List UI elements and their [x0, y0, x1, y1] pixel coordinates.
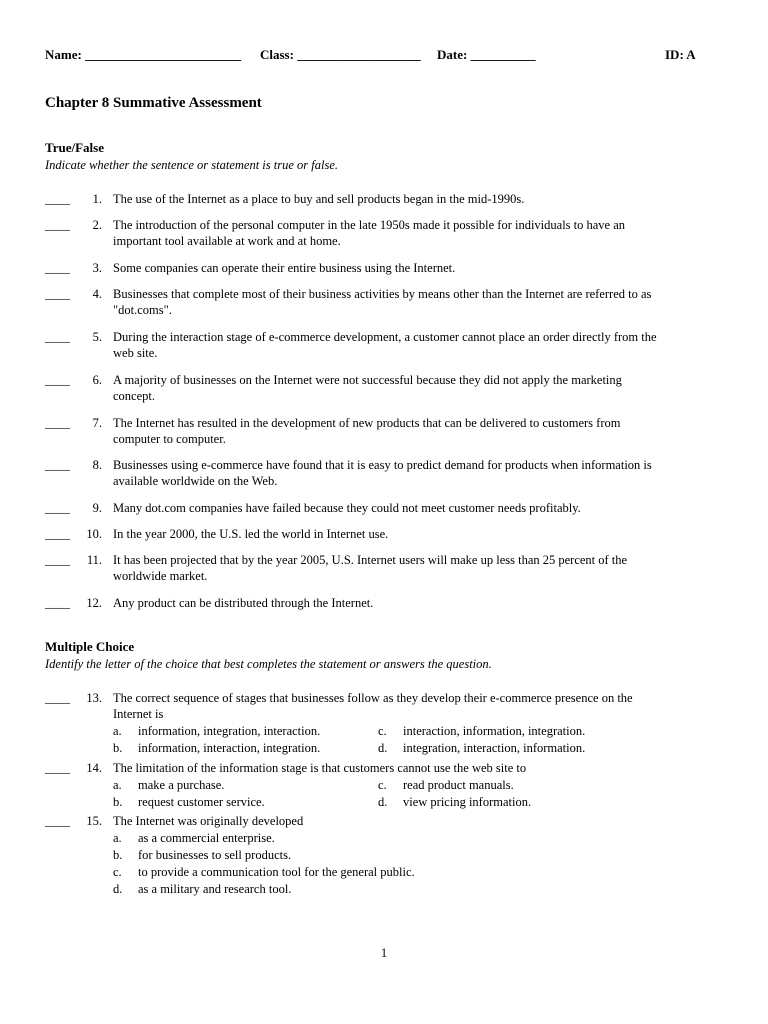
multiple-choice-heading: Multiple Choice: [45, 639, 135, 654]
question-text: [113, 372, 719, 404]
question-text-line: It has been projected that by the year 2005, U.S. Internet users will make up less than 25 percent of the: [113, 553, 628, 567]
question-text: [113, 595, 719, 611]
question-number: 5.: [92, 330, 102, 344]
answer-blank[interactable]: ____: [45, 553, 70, 567]
question-text: [113, 260, 719, 276]
true-false-heading: True/False: [45, 140, 104, 155]
date-field-label: Date: __________: [437, 47, 536, 62]
question-text-line: web site.: [113, 346, 158, 360]
answer-blank[interactable]: ____: [45, 416, 70, 430]
question-number: 10.: [86, 527, 102, 541]
option-text: information, integration, interaction.: [138, 724, 321, 738]
question-text-line: The correct sequence of stages that businesses follow as they develop their e-commerce presence on the: [113, 691, 633, 705]
answer-blank[interactable]: ____: [45, 501, 70, 515]
question-number: 11.: [86, 553, 102, 567]
question-text: [113, 690, 719, 722]
option-text: for businesses to sell products.: [138, 848, 292, 862]
option-text: to provide a communication tool for the general public.: [138, 865, 415, 879]
option-text: make a purchase.: [138, 778, 225, 792]
question-text-line: The limitation of the information stage is that customers cannot use the web site to: [113, 761, 527, 775]
header-line: [45, 47, 725, 65]
question-text-line: A majority of businesses on the Internet were not successful because they did not apply the marketing: [113, 373, 622, 387]
page-number: 1: [380, 946, 388, 960]
option-letter: d.: [378, 741, 388, 755]
page-title: Chapter 8 Summative Assessment: [45, 95, 262, 111]
question-number: 8.: [92, 458, 102, 472]
question-number: 14.: [86, 761, 102, 775]
question-text-line: Many dot.com companies have failed because they could not meet customer needs profitably.: [113, 501, 581, 515]
question-text: [113, 526, 719, 542]
option-letter: d.: [378, 795, 388, 809]
question-text: [113, 286, 719, 318]
answer-blank[interactable]: ____: [45, 458, 70, 472]
question-text-line: During the interaction stage of e-commerce development, a customer cannot place an order directly from the: [113, 330, 657, 344]
answer-blank[interactable]: ____: [45, 761, 70, 775]
answer-blank[interactable]: ____: [45, 814, 70, 828]
answer-blank[interactable]: ____: [45, 691, 70, 705]
question-number: 15.: [86, 814, 102, 828]
option-letter: a.: [113, 778, 122, 792]
question-text-line: Some companies can operate their entire business using the Internet.: [113, 261, 456, 275]
id-label: ID: A: [665, 47, 696, 62]
question-text: [113, 415, 719, 447]
question-text-line: "dot.coms".: [113, 303, 172, 317]
question-number: 13.: [86, 691, 102, 705]
question-text: [113, 552, 719, 584]
question-number: 2.: [92, 218, 102, 232]
question-text-line: concept.: [113, 389, 155, 403]
question-text-line: available worldwide on the Web.: [113, 474, 278, 488]
class-field-label: Class: ___________________: [260, 47, 421, 62]
option-text: interaction, information, integration.: [403, 724, 586, 738]
option-text: integration, interaction, information.: [403, 741, 586, 755]
option-letter: d.: [113, 882, 123, 896]
option-letter: b.: [113, 848, 123, 862]
option-text: information, interaction, integration.: [138, 741, 321, 755]
question-number: 6.: [92, 373, 102, 387]
option-text: as a military and research tool.: [138, 882, 292, 896]
answer-blank[interactable]: ____: [45, 330, 70, 344]
answer-blank[interactable]: ____: [45, 373, 70, 387]
question-text-line: The introduction of the personal computer in the late 1950s made it possible for individuals to have an: [113, 218, 626, 232]
question-text: [113, 457, 719, 489]
question-text: [113, 500, 719, 516]
answer-blank[interactable]: ____: [45, 596, 70, 610]
answer-blank[interactable]: ____: [45, 261, 70, 275]
option-letter: b.: [113, 795, 123, 809]
question-text: [113, 329, 719, 361]
question-number: 1.: [92, 192, 102, 206]
option-letter: a.: [113, 724, 122, 738]
question-text-line: Businesses that complete most of their business activities by means other than the Internet are referred to as: [113, 287, 652, 301]
question-number: 7.: [92, 416, 102, 430]
question-number: 4.: [92, 287, 102, 301]
question-text-line: important tool available at work and at home.: [113, 234, 341, 248]
question-text-line: In the year 2000, the U.S. led the world in Internet use.: [113, 527, 389, 541]
question-text: [113, 813, 719, 829]
question-number: 12.: [86, 596, 102, 610]
option-letter: a.: [113, 831, 122, 845]
question-text-line: Internet is: [113, 707, 164, 721]
option-letter: b.: [113, 741, 123, 755]
option-letter: c.: [378, 778, 387, 792]
option-text: request customer service.: [138, 795, 265, 809]
answer-blank[interactable]: ____: [45, 527, 70, 541]
question-text: [113, 217, 719, 249]
question-text-line: worldwide market.: [113, 569, 208, 583]
answer-blank[interactable]: ____: [45, 287, 70, 301]
question-text: [113, 191, 719, 207]
question-text: [113, 760, 719, 776]
question-text-line: computer to computer.: [113, 432, 226, 446]
answer-blank[interactable]: ____: [45, 218, 70, 232]
question-text-line: The use of the Internet as a place to buy and sell products began in the mid-1990s.: [113, 192, 525, 206]
question-number: 3.: [92, 261, 102, 275]
option-text: view pricing information.: [403, 795, 532, 809]
true-false-instruction: Indicate whether the sentence or statement is true or false.: [45, 158, 338, 172]
option-text: as a commercial enterprise.: [138, 831, 275, 845]
question-text-line: Any product can be distributed through the Internet.: [113, 596, 374, 610]
question-text-line: The Internet was originally developed: [113, 814, 304, 828]
multiple-choice-instruction: Identify the letter of the choice that best completes the statement or answers the question.: [45, 657, 492, 671]
option-text: read product manuals.: [403, 778, 514, 792]
option-letter: c.: [378, 724, 387, 738]
question-number: 9.: [92, 501, 102, 515]
answer-blank[interactable]: ____: [45, 192, 70, 206]
question-text-line: Businesses using e-commerce have found that it is easy to predict demand for products when information is: [113, 458, 652, 472]
option-letter: c.: [113, 865, 122, 879]
name-field-label: Name: ________________________: [45, 47, 242, 62]
question-text-line: The Internet has resulted in the development of new products that can be delivered to customers from: [113, 416, 621, 430]
